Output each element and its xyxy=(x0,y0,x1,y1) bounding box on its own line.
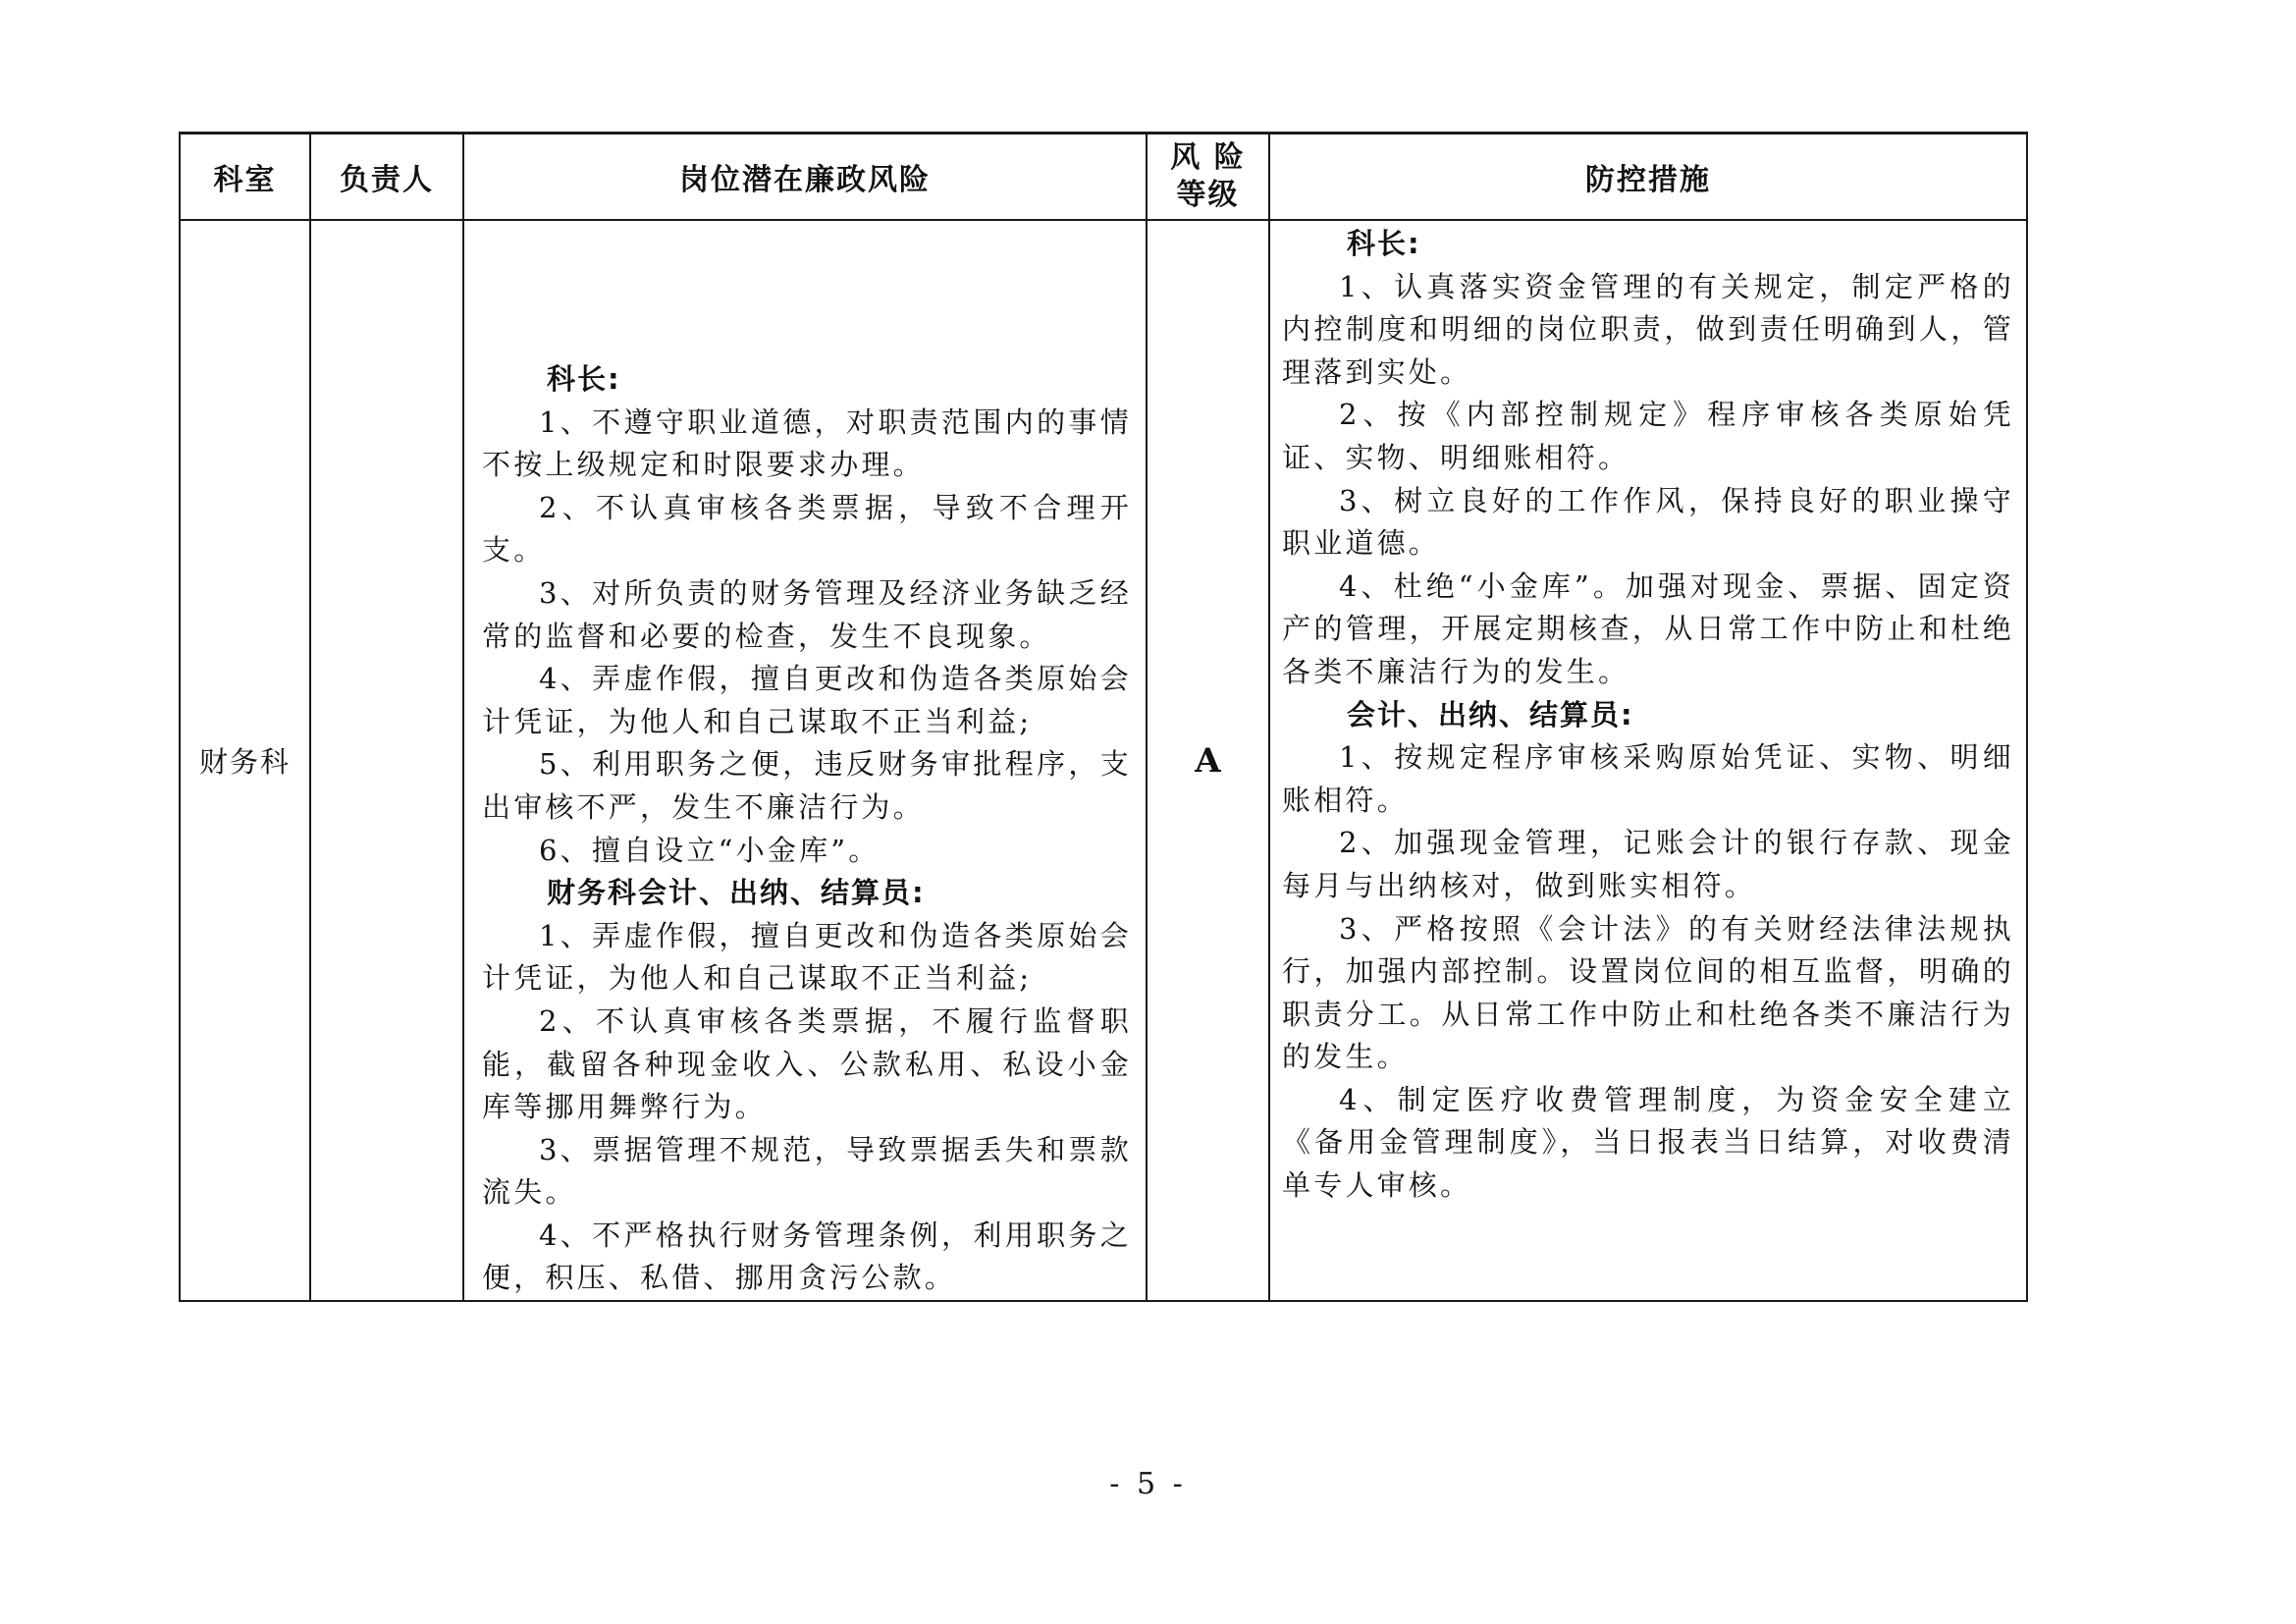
cell-measures xyxy=(1269,220,2027,1301)
cell-risks xyxy=(463,220,1147,1301)
measure-item: 3、严格按照《会计法》的有关财经法律法规执行，加强内部控制。设置岗位间的相互监督，明确的职责分工。从日常工作中防止和杜绝各类不廉洁行为的发生。 xyxy=(1282,911,2014,1074)
risk-item: 6、擅自设立“小金库”。 xyxy=(539,833,881,867)
risk-item: 1、不遵守职业道德，对职责范围内的事情不按上级规定和时限要求办理。 xyxy=(482,405,1132,482)
measure-list xyxy=(1270,221,2026,1208)
measure-item: 3、树立良好的工作作风，保持良好的职业操守职业道德。 xyxy=(1282,483,2014,561)
header-owner: 负责人 xyxy=(310,134,463,221)
measure-item: 1、按规定程序审核采购原始凭证、实物、明细账相符。 xyxy=(1282,740,2014,817)
measure-section-title: 科长: xyxy=(1347,227,1421,260)
risk-item: 4、不严格执行财务管理条例，利用职务之便，积压、私借、挪用贪污公款。 xyxy=(482,1218,1132,1295)
header-risk-level-line2: 等级 xyxy=(1176,178,1240,212)
measure-item: 4、制定医疗收费管理制度，为资金安全建立《备用金管理制度》，当日报表当日结算，对收费清单专人审核。 xyxy=(1282,1082,2014,1203)
risk-section-title: 科长: xyxy=(547,362,621,396)
cell-owner xyxy=(310,220,463,1301)
cell-dept: 财务科 xyxy=(180,220,310,1301)
risk-item: 2、不认真审核各类票据，不履行监督职能，截留各种现金收入、公款私用、私设小金库等挪用舞弊行为。 xyxy=(482,1003,1132,1124)
risk-item: 3、对所负责的财务管理及经济业务缺乏经常的监督和必要的检查，发生不良现象。 xyxy=(482,575,1132,653)
risk-item: 2、不认真审核各类票据，导致不合理开支。 xyxy=(482,490,1132,568)
measure-section-title: 会计、出纳、结算员: xyxy=(1347,697,1634,731)
risk-section-title: 财务科会计、出纳、结算员: xyxy=(547,876,926,910)
risk-item: 1、弄虚作假，擅自更改和伪造各类原始会计凭证，为他人和自己谋取不正当利益; xyxy=(482,918,1132,996)
header-measures: 防控措施 xyxy=(1269,134,2027,221)
header-dept: 科室 xyxy=(180,134,310,221)
measure-item: 4、杜绝“小金库”。加强对现金、票据、固定资产的管理，开展定期核查，从日常工作中防止和杜绝各类不廉洁行为的发生。 xyxy=(1282,568,2014,688)
header-risk-level-line1: 风 险 xyxy=(1170,140,1246,175)
cell-risk-level: A xyxy=(1147,220,1269,1301)
measure-item: 2、按《内部控制规定》程序审核各类原始凭证、实物、明细账相符。 xyxy=(1282,398,2014,474)
risk-item: 5、利用职务之便，违反财务审批程序，支出审核不严，发生不廉洁行为。 xyxy=(482,747,1132,824)
measure-item: 1、认真落实资金管理的有关规定，制定严格的内控制度和明细的岗位职责，做到责任明确到人，管理落到实处。 xyxy=(1282,269,2014,389)
header-risk: 岗位潜在廉政风险 xyxy=(463,134,1147,221)
measure-item: 2、加强现金管理，记账会计的银行存款、现金每月与出纳核对，做到账实相符。 xyxy=(1282,826,2014,902)
risk-item: 4、弄虚作假，擅自更改和伪造各类原始会计凭证，为他人和自己谋取不正当利益; xyxy=(482,662,1132,738)
table-row xyxy=(180,220,2027,1301)
risk-item: 3、票据管理不规范，导致票据丢失和票款流失。 xyxy=(482,1132,1132,1210)
risk-control-table xyxy=(179,132,2028,1302)
risk-list xyxy=(464,221,1146,1300)
table-header-row xyxy=(180,134,2027,221)
header-risk-level xyxy=(1147,134,1269,221)
page-number: - 5 - xyxy=(1109,1467,1187,1501)
